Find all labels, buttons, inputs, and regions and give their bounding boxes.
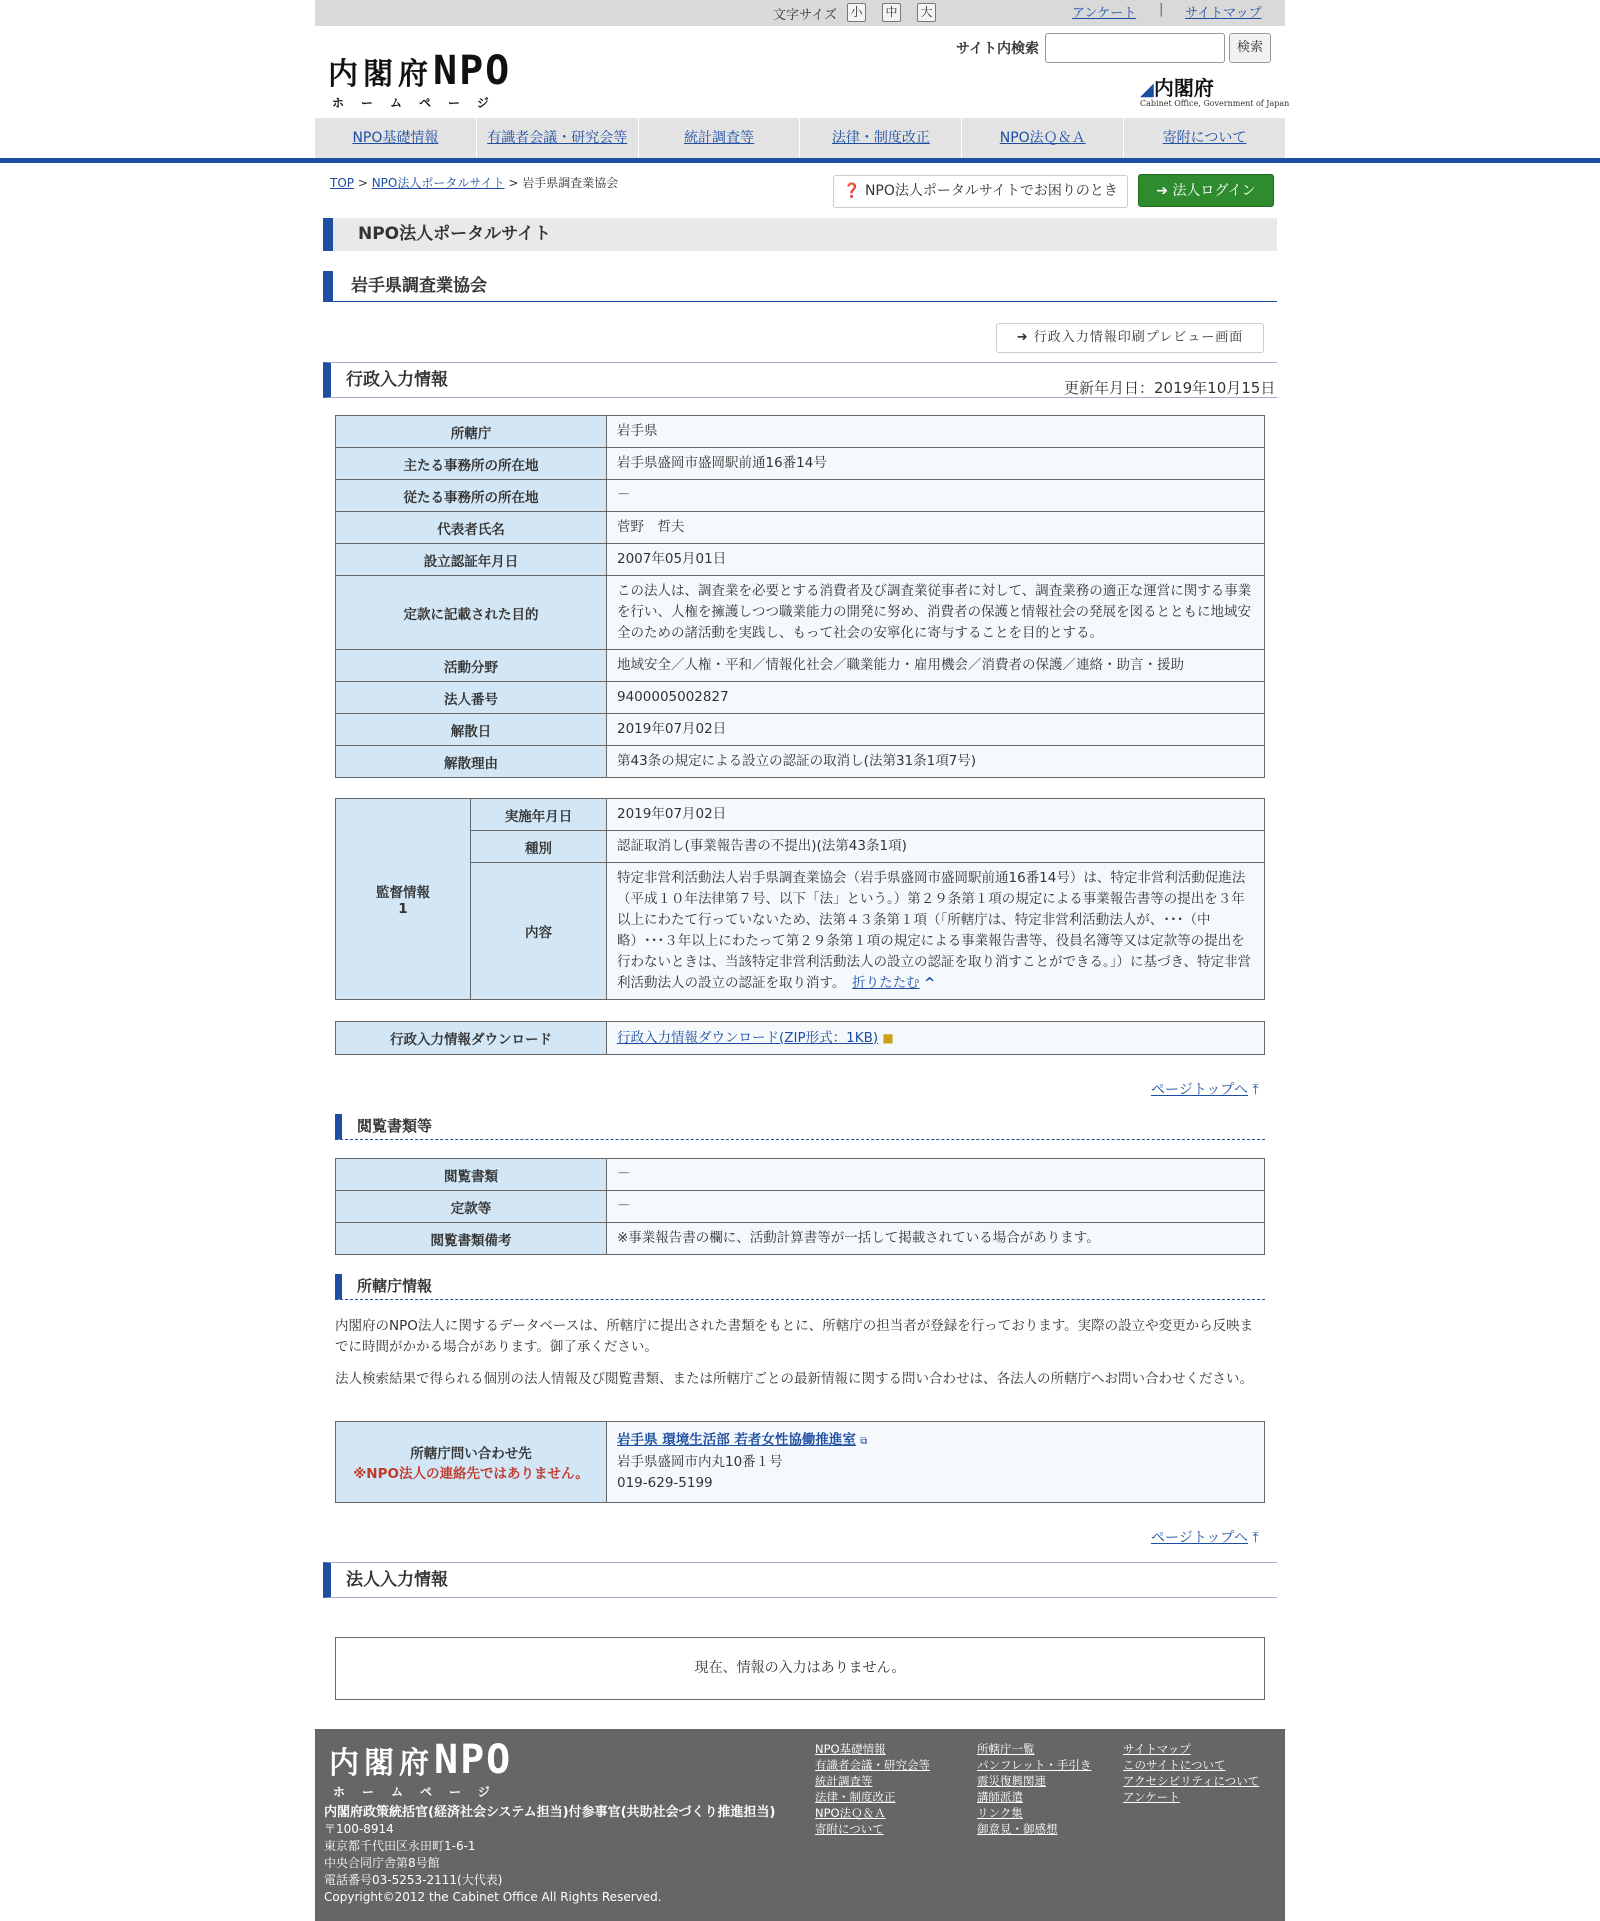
table-row (336, 416, 1265, 448)
row-value: 認証取消し(事業報告書の不提出)(法第43条1項) (607, 831, 1265, 863)
footer-logo-sub: ホームページ (333, 1785, 507, 1799)
row-value: － (607, 1159, 1265, 1191)
footer-tel: 電話番号03-5253-2111(大代表) (324, 1873, 503, 1887)
table-row (336, 480, 1265, 512)
office-heading: 所轄庁情報 (335, 1274, 1265, 1300)
row-label: 内容 (471, 863, 607, 1000)
docs-heading: 閲覧書類等 (335, 1114, 1265, 1140)
footer-link[interactable]: 所轄庁一覧 (977, 1742, 1035, 1756)
pagetop-link-1[interactable] (1151, 1079, 1259, 1099)
footer-link[interactable]: 講師派遣 (977, 1790, 1023, 1804)
breadcrumb-current: 岩手県調査業協会 (522, 176, 619, 190)
pagetop-label[interactable]: ページトップへ (1151, 1530, 1249, 1546)
row-value: 2007年05月01日 (607, 544, 1265, 576)
breadcrumb: TOP > NPO法人ポータルサイト > 岩手県調査業協会 (330, 176, 619, 190)
collapse-link[interactable]: 折りたたむ (852, 975, 920, 991)
logo-main: 内閣府 (328, 57, 433, 92)
row-value: ※事業報告書の欄に、活動計算書等が一括して掲載されている場合があります。 (607, 1223, 1265, 1255)
footer (315, 1729, 1285, 1921)
footer-link[interactable]: パンフレット・手引き (977, 1758, 1092, 1772)
arrow-circle-icon: ➜ (1016, 330, 1029, 345)
docs-table (335, 1158, 1265, 1255)
sitemap-link[interactable]: サイトマップ (1185, 6, 1262, 21)
contact-label-cell (336, 1422, 607, 1503)
footer-link[interactable]: 震災復興関連 (977, 1774, 1046, 1788)
row-label: 主たる事務所の所在地 (336, 448, 607, 480)
table-row (336, 1191, 1265, 1223)
admin-info-heading: 行政入力情報 (323, 362, 1277, 398)
question-icon: ❓ (843, 183, 861, 199)
utility-bar (315, 0, 1285, 26)
footer-link[interactable]: 御意見・御感想 (977, 1822, 1058, 1836)
help-button-label: NPO法人ポータルサイトでお困りのとき (864, 183, 1118, 199)
info-icon: ■ (882, 1030, 894, 1045)
footer-link[interactable]: リンク集 (977, 1806, 1023, 1820)
table-row (336, 576, 1265, 650)
row-label: 実施年月日 (471, 799, 607, 831)
office-note-2: 法人検索結果で得られる個別の法人情報及び閲覧書類、または所轄庁ごとの最新情報に関する問い合わせは、各法人の所轄庁へお問い合わせください。 (335, 1371, 1253, 1387)
search-input[interactable] (1045, 33, 1225, 63)
footer-logo-npo: NPO (434, 1737, 513, 1783)
cao-name: 内閣府 (1153, 76, 1214, 100)
download-table (335, 1021, 1265, 1055)
search-button[interactable]: 検索 (1229, 33, 1271, 63)
table-row (336, 863, 1265, 1000)
global-nav (315, 118, 1285, 158)
table-row (336, 512, 1265, 544)
row-value: 菅野 哲夫 (607, 512, 1265, 544)
nav-npo-basics[interactable]: NPO基礎情報 (315, 118, 477, 158)
admin-info-table (335, 415, 1265, 778)
row-label: 解散理由 (336, 746, 607, 778)
row-value: この法人は、調査業を必要とする消費者及び調査業従事者に対して、調査業務の適正な運営に関する事業を行い、人権を擁護しつつ職業能力の開発に努め、消費者の保護と情報社会の発展を図るとともに地域安全のための諸活動を実践し、もって社会の安寧化に寄与することを目的とする。 (607, 576, 1265, 650)
login-button-label: 法人ログイン (1172, 183, 1256, 199)
row-label: 代表者氏名 (336, 512, 607, 544)
table-row (336, 682, 1265, 714)
updated-date: 更新年月日：2019年10月15日 (1064, 379, 1276, 397)
supervision-number: 1 (398, 901, 408, 917)
logo-sub: ホームページ (332, 96, 506, 110)
nav-donation[interactable]: 寄附について (1162, 130, 1247, 146)
supervision-content: 特定非営利活動法人岩手県調査業協会（岩手県盛岡市盛岡駅前通16番14号）は、特定非営利活動促進法（平成１０年法律第７号、以下「法」という。）第２９条第１項の規定による事業報告書等の提出を３年以上にわたて行っていないため、法第４３条第１項（「所轄庁は、特定非営利活動法人が、･･･（中略）･･･３年以上にわたって第２９条第１項の規定による事業報告書等、役員名簿等又は定款等の提出を行わないときは、当該特定非営利活動法人の設立の認証を取り消すことができる。」）に基づき、特定非営利活動法人の設立の認証を取り消す。 (617, 870, 1251, 991)
footer-link[interactable]: NPO基礎情報 (815, 1742, 886, 1756)
contact-table (335, 1421, 1265, 1503)
font-size-label: 文字サイズ (773, 8, 837, 23)
footer-col-3 (1123, 1741, 1259, 1805)
row-label: 従たる事務所の所在地 (336, 480, 607, 512)
arrow-up-icon: ⤒ (1252, 1082, 1259, 1098)
table-row (336, 1422, 1265, 1503)
contact-value-cell (607, 1422, 1265, 1503)
row-label: 解散日 (336, 714, 607, 746)
office-address: 岩手県盛岡市内丸10番１号 (617, 1454, 783, 1470)
portal-heading: NPO法人ポータルサイト (323, 218, 1277, 251)
login-icon: ➔ (1156, 183, 1168, 199)
font-size-medium-button[interactable]: 中 (882, 3, 901, 22)
print-preview-label: 行政入力情報印刷プレビュー画面 (1033, 330, 1244, 345)
row-label: 法人番号 (336, 682, 607, 714)
footer-address: 東京都千代田区永田町1-6-1 (324, 1839, 476, 1853)
supervision-label-cell (336, 799, 471, 1000)
footer-link[interactable]: 統計調査等 (815, 1774, 873, 1788)
table-row (336, 1022, 1265, 1055)
supervision-label: 監督情報 (376, 885, 430, 901)
footer-postal: 〒100-8914 (324, 1822, 394, 1836)
table-row (336, 448, 1265, 480)
footer-info (324, 1804, 775, 1906)
footer-col-2 (977, 1741, 1091, 1837)
cabinet-office-logo[interactable] (1140, 72, 1289, 108)
table-row (336, 544, 1265, 576)
contact-note: ※NPO法人の連絡先ではありません。 (353, 1466, 589, 1482)
header-divider (0, 158, 1600, 163)
row-label: 種別 (471, 831, 607, 863)
contact-label: 所轄庁問い合わせ先 (410, 1446, 532, 1462)
row-value: 2019年07月02日 (607, 714, 1265, 746)
footer-link[interactable]: アクセシビリティについて (1123, 1774, 1260, 1788)
row-value: 地域安全／人権・平和／情報化社会／職業能力・雇用機会／消費者の保護／連絡・助言・援助 (607, 650, 1265, 682)
row-label: 設立認証年月日 (336, 544, 607, 576)
font-size-large-button[interactable]: 大 (917, 3, 936, 22)
pagetop-label[interactable]: ページトップへ (1151, 1082, 1249, 1098)
download-zip-link[interactable]: 行政入力情報ダウンロード(ZIP形式：1KB) (617, 1029, 879, 1046)
footer-link[interactable]: 有識者会議・研究会等 (815, 1758, 930, 1772)
row-label: 活動分野 (336, 650, 607, 682)
row-label: 行政入力情報ダウンロード (336, 1022, 607, 1055)
row-value: 岩手県 (607, 416, 1265, 448)
row-value: 第43条の規定による設立の認証の取消し(法第31条1項7号) (607, 746, 1265, 778)
footer-org: 内閣府政策統括官(経済社会システム担当)付参事官(共助社会づくり推進担当) (324, 1805, 776, 1820)
row-label: 定款に記載された目的 (336, 576, 607, 650)
row-value (607, 863, 1265, 1000)
nav-statistics[interactable]: 統計調査等 (639, 118, 801, 158)
help-button[interactable] (833, 175, 1128, 208)
table-row (336, 746, 1265, 778)
no-info-message: 現在、情報の入力はありません。 (335, 1637, 1265, 1700)
row-value: 9400005002827 (607, 682, 1265, 714)
corp-login-button[interactable] (1138, 174, 1274, 207)
footer-link[interactable]: 法律・制度改正 (815, 1790, 896, 1804)
chevron-up-icon: ^ (923, 975, 936, 991)
office-note-1: 内閣府のNPO法人に関するデータベースは、所轄庁に提出された書類をもとに、所轄庁の担当者が登録を行っております。実際の設立や変更から反映までに時間がかかる場合があります。御了承ください。 (335, 1318, 1254, 1355)
cao-emblem-icon: ◢ (1140, 79, 1154, 100)
cao-english: Cabinet Office, Government of Japan (1140, 99, 1290, 108)
table-row (336, 650, 1265, 682)
row-label: 所轄庁 (336, 416, 607, 448)
pagetop-link-2[interactable] (1151, 1527, 1259, 1547)
row-label: 閲覧書類備考 (336, 1223, 607, 1255)
office-phone: 019-629-5199 (617, 1475, 713, 1491)
separator: | (1159, 2, 1164, 17)
nav-law-revision[interactable]: 法律・制度改正 (800, 118, 962, 158)
row-value: － (607, 1191, 1265, 1223)
table-row (336, 799, 1265, 831)
org-name-heading: 岩手県調査業協会 (323, 271, 1277, 302)
footer-logo[interactable] (329, 1737, 512, 1800)
footer-copyright: Copyright©2012 the Cabinet Office All Rights Reserved. (324, 1890, 662, 1904)
table-row (336, 1223, 1265, 1255)
footer-logo-main: 内閣府 (329, 1746, 434, 1781)
row-value (607, 1022, 1265, 1055)
site-logo[interactable] (328, 48, 511, 111)
table-row (336, 714, 1265, 746)
corp-info-heading: 法人入力情報 (323, 1562, 1277, 1598)
footer-link[interactable]: このサイトについて (1123, 1758, 1226, 1772)
row-value: － (607, 480, 1265, 512)
search-label: サイト内検索 (956, 41, 1040, 57)
breadcrumb-top[interactable]: TOP (330, 176, 355, 190)
footer-link[interactable]: アンケート (1123, 1790, 1180, 1804)
table-row (336, 831, 1265, 863)
nav-npo-qa[interactable]: NPO法Ｑ＆Ａ (962, 118, 1124, 158)
enquete-link[interactable]: アンケート (1072, 6, 1137, 21)
logo-npo: NPO (433, 48, 512, 94)
supervision-table (335, 798, 1265, 1000)
footer-link[interactable]: サイトマップ (1123, 1742, 1191, 1756)
breadcrumb-portal[interactable]: NPO法人ポータルサイト (371, 176, 505, 190)
office-name-link[interactable]: 岩手県 環境生活部 若者女性協働推進室 (617, 1432, 856, 1448)
table-row (336, 1159, 1265, 1191)
footer-link[interactable]: NPO法Ｑ＆Ａ (815, 1806, 886, 1820)
row-label: 閲覧書類 (336, 1159, 607, 1191)
footer-link[interactable]: 寄附について (815, 1822, 884, 1836)
external-link-icon: ⧉ (860, 1436, 868, 1447)
nav-expert-meetings[interactable]: 有識者会議・研究会等 (477, 118, 639, 158)
print-preview-button[interactable] (996, 323, 1264, 353)
footer-building: 中央合同庁舎第8号館 (324, 1856, 440, 1870)
arrow-up-icon: ⤒ (1252, 1530, 1259, 1546)
footer-col-1 (815, 1741, 930, 1837)
row-value: 2019年07月02日 (607, 799, 1265, 831)
row-label: 定款等 (336, 1191, 607, 1223)
row-value: 岩手県盛岡市盛岡駅前通16番14号 (607, 448, 1265, 480)
font-size-small-button[interactable]: 小 (847, 3, 866, 22)
